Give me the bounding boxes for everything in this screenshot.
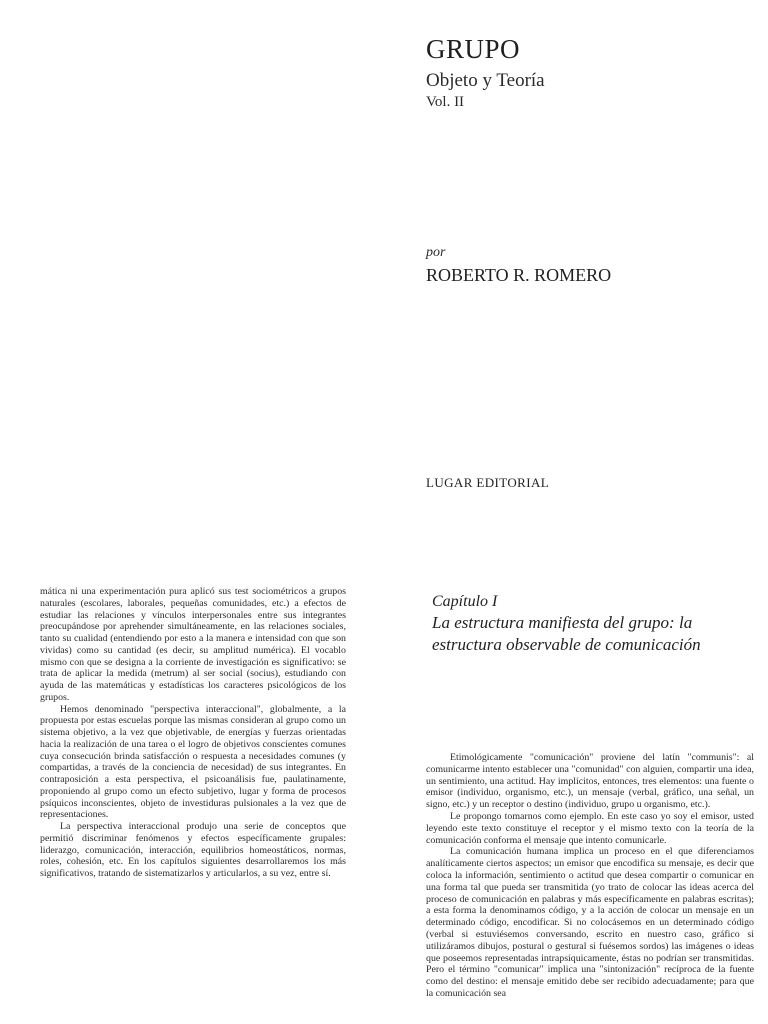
volume-label: Vol. II (426, 94, 465, 110)
title-block (426, 34, 756, 111)
paragraph: Hemos denominado "perspectiva interaccional", globalmente, a la propuesta por estas escuelas porque las mismas consideran al grupo como un sistema objetivo, a la vez que objetivable, de energías y fuerzas orientadas hacia la realización de una tarea o el logro de objetivos conscientes comunes cuya consecución brinda satisfacción o respuesta a necesidades comunes (y compartidas, a través de la conciencia de necesidad) de sus integrantes. En contraposición a esta perspectiva, el psicoanálisis fue, paulatinamente, proponiendo al grupo como un efecto subjetivo, lugar y forma de procesos psíquicos inconscientes, objeto de investiduras pulsionales a la vez que de representaciones. (40, 703, 346, 821)
publisher-name: LUGAR EDITORIAL (426, 475, 550, 490)
chapter-label: Capítulo I (432, 593, 498, 610)
left-text-column (40, 586, 346, 880)
book-subtitle: Objeto y Teoría (426, 70, 545, 91)
author-prefix: por (426, 245, 446, 260)
author-name: ROBERTO R. ROMERO (426, 265, 612, 285)
paragraph: mática ni una experimentación pura aplicó sus test sociométricos a grupos naturales (escolares, laborales, pequeñas comunidades, etc.) a efectos de estudiar las relaciones y vínculos interpersonales entre sus integrantes preocupándose por aprehender simultáneamente, en las relaciones sociales, tanto su cualidad (entendiendo por esto a la manera e intensidad con que son vividas) como su cantidad (es decir, su amplitud numérica). El vocablo mismo con que se designa a la corriente de investigación es significativo: se trata de aplicar la medida (metrum) al ser social (socius), estudiando con ayuda de las matemáticas y estadísticas los caracteres psicológicos de los grupos. (40, 586, 346, 703)
right-text-column (426, 752, 754, 1000)
paragraph: Le propongo tomarnos como ejemplo. En este caso yo soy el emisor, usted leyendo este texto constituye el receptor y el mismo texto con la teoría de la comunicación conforma el mensaje que intento comunicarle. (426, 810, 754, 846)
paragraph: La comunicación humana implica un proceso en el que diferenciamos analíticamente ciertos aspectos; un emisor que encodifica su mensaje, es decir que coloca la información, sentimiento o actitud que desea compartir o comunicar en una forma tal que pueda ser transmitida (yo trato de colocar las ideas acerca del proceso de comunicación en palabras y más específicamente en palabras escritas); a esta forma la denominamos código, y a la acción de colocar un mensaje en un determinado código, encodificar. Si no colocásemos en un determinado código (verbal si estuviésemos conversando, escrito en nuestro caso, gráfico si utilizáramos dibujos, postural o gestural si fuésemos sordos) las imágenes o ideas que poseemos representadas intrapsíquicamente, éstas no podrían ser transmitidas. Pero el término "comunicar" implica una "sintonización" recíproca de la fuente como del destino: el mensaje emitido debe ser recibido adecuadamente; para que la comunicación sea (426, 846, 754, 999)
book-title: GRUPO (426, 34, 521, 64)
author-block (426, 245, 756, 286)
paragraph: La perspectiva interaccional produjo una serie de conceptos que permitió discriminar fenómenos y efectos específicamente grupales: liderazgo, comunicación, interacción, equilibrios homeostáticos, normas, roles, cohesión, etc. En los capítulos siguientes desarrollaremos los más significativos, tratando de sistematizarlos y articularlos, a su vez, entre sí. (40, 821, 346, 879)
chapter-title: La estructura manifiesta del grupo: la estructura observable de comunicación (432, 613, 701, 654)
paragraph: Etimológicamente "comunicación" proviene del latín "communis": al comunicarme intento establecer una "comunidad" con alguien, compartir una idea, un sentimiento, una actitud. Hay implícitos, entonces, tres elementos: una fuente o emisor (individuo, organismo, etc.), un mensaje (verbal, gráfico, una señal, un signo, etc.) y un receptor o destino (individuo, grupo u organismo, etc.). (426, 752, 754, 811)
chapter-heading (432, 592, 752, 656)
